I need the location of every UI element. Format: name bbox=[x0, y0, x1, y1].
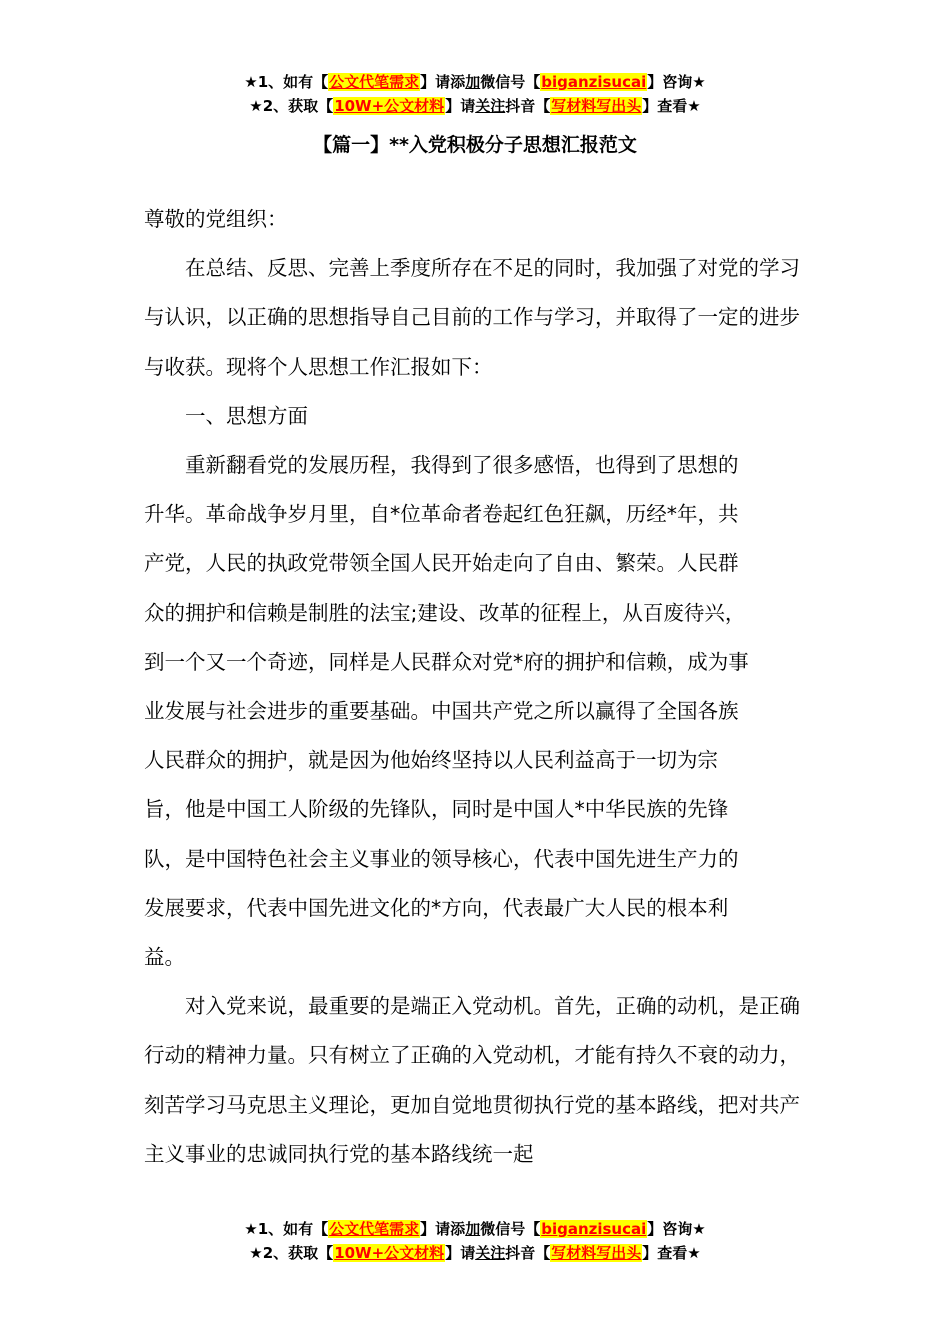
banner-text: ★1、如有【 bbox=[244, 1220, 329, 1238]
paragraph-line: 到一个又一个奇迹，同样是人民群众对党*府的拥护和信赖，成为事 bbox=[144, 649, 749, 674]
paragraph-line: 众的拥护和信赖是制胜的法宝;建设、改革的征程上，从百废待兴， bbox=[144, 600, 746, 625]
section-heading: 一、思想方面 bbox=[185, 403, 308, 428]
highlight-douyin: 写材料写出头 bbox=[551, 1244, 642, 1262]
banner-text: 】请 bbox=[445, 97, 476, 115]
banner-text: ★2、获取【 bbox=[249, 97, 334, 115]
banner-line-1 bbox=[0, 70, 950, 94]
highlight-materials: 10W+公文材料 bbox=[334, 1244, 445, 1262]
banner-text: 】咨询★ bbox=[647, 73, 706, 91]
paragraph-history bbox=[144, 441, 809, 982]
banner-text: 】请 bbox=[445, 1244, 476, 1262]
banner-emphasis: 关注 bbox=[475, 97, 506, 115]
banner-text: ★1、如有【 bbox=[244, 73, 329, 91]
highlight-douyin: 写材料写出头 bbox=[551, 97, 642, 115]
highlight-wechat-id: biganzisucai bbox=[541, 73, 647, 91]
banner-line-2 bbox=[0, 1241, 950, 1265]
banner-text: 微信号【 bbox=[480, 1220, 541, 1238]
paragraph-line: 队，是中国特色社会主义事业的领导核心，代表中国先进生产力的 bbox=[144, 846, 739, 871]
paragraph-line: 益。 bbox=[144, 945, 185, 970]
banner-emphasis: 加 bbox=[465, 73, 481, 91]
banner-emphasis: 关注 bbox=[475, 1244, 506, 1262]
paragraph-line: 发展要求，代表中国先进文化的*方向，代表最广大人民的根本利 bbox=[144, 895, 729, 920]
paragraph-line: 升华。革命战争岁月里，自*位革命者卷起红色狂飙，历经*年，共 bbox=[144, 502, 739, 527]
paragraph-intro: 在总结、反思、完善上季度所存在不足的同时，我加强了对党的学习与认识，以正确的思想指导自己目前的工作与学习，并取得了一定的进步与收获。现将个人思想工作汇报如下： bbox=[144, 256, 800, 379]
banner-text: 】请添 bbox=[420, 1220, 466, 1238]
banner-line-2 bbox=[0, 94, 950, 118]
banner-text: 微信号【 bbox=[480, 73, 541, 91]
banner-line-1 bbox=[0, 1217, 950, 1241]
highlight-service: 公文代笔需求 bbox=[329, 73, 420, 91]
paragraph-line: 重新翻看党的发展历程，我得到了很多感悟，也得到了思想的 bbox=[185, 453, 739, 478]
document-body bbox=[144, 195, 809, 1179]
banner-text: 】咨询★ bbox=[647, 1220, 706, 1238]
banner-text: 】查看★ bbox=[642, 1244, 701, 1262]
banner-text: 】查看★ bbox=[642, 97, 701, 115]
paragraph-line: 业发展与社会进步的重要基础。中国共产党之所以赢得了全国各族 bbox=[144, 699, 739, 724]
banner-text: ★2、获取【 bbox=[249, 1244, 334, 1262]
paragraph-line: 产党，人民的执政党带领全国人民开始走向了自由、繁荣。人民群 bbox=[144, 551, 739, 576]
banner-text: 】请添 bbox=[420, 73, 466, 91]
highlight-wechat-id: biganzisucai bbox=[541, 1220, 647, 1238]
paragraph-line: 旨，他是中国工人阶级的先锋队，同时是中国人*中华民族的先锋 bbox=[144, 797, 729, 822]
paragraph-line: 人民群众的拥护，就是因为他始终坚持以人民利益高于一切为宗 bbox=[144, 748, 718, 773]
salutation: 尊敬的党组织： bbox=[144, 207, 288, 231]
paragraph-motivation: 对入党来说，最重要的是端正入党动机。首先，正确的动机，是正确行动的精神力量。只有树立了正确的入党动机，才能有持久不衰的动力，刻苦学习马克思主义理论，更加自觉地贯彻执行党的基本路线，把对共产主义事业的忠诚同执行党的基本路线统一起 bbox=[144, 994, 800, 1166]
bottom-banner bbox=[0, 1217, 950, 1265]
highlight-materials: 10W+公文材料 bbox=[334, 97, 445, 115]
banner-text: 抖音【 bbox=[505, 97, 551, 115]
banner-text: 抖音【 bbox=[505, 1244, 551, 1262]
document-title: 【篇一】**入党积极分子思想汇报范文 bbox=[313, 134, 637, 156]
banner-emphasis: 加 bbox=[465, 1220, 481, 1238]
highlight-service: 公文代笔需求 bbox=[329, 1220, 420, 1238]
top-banner bbox=[0, 70, 950, 118]
